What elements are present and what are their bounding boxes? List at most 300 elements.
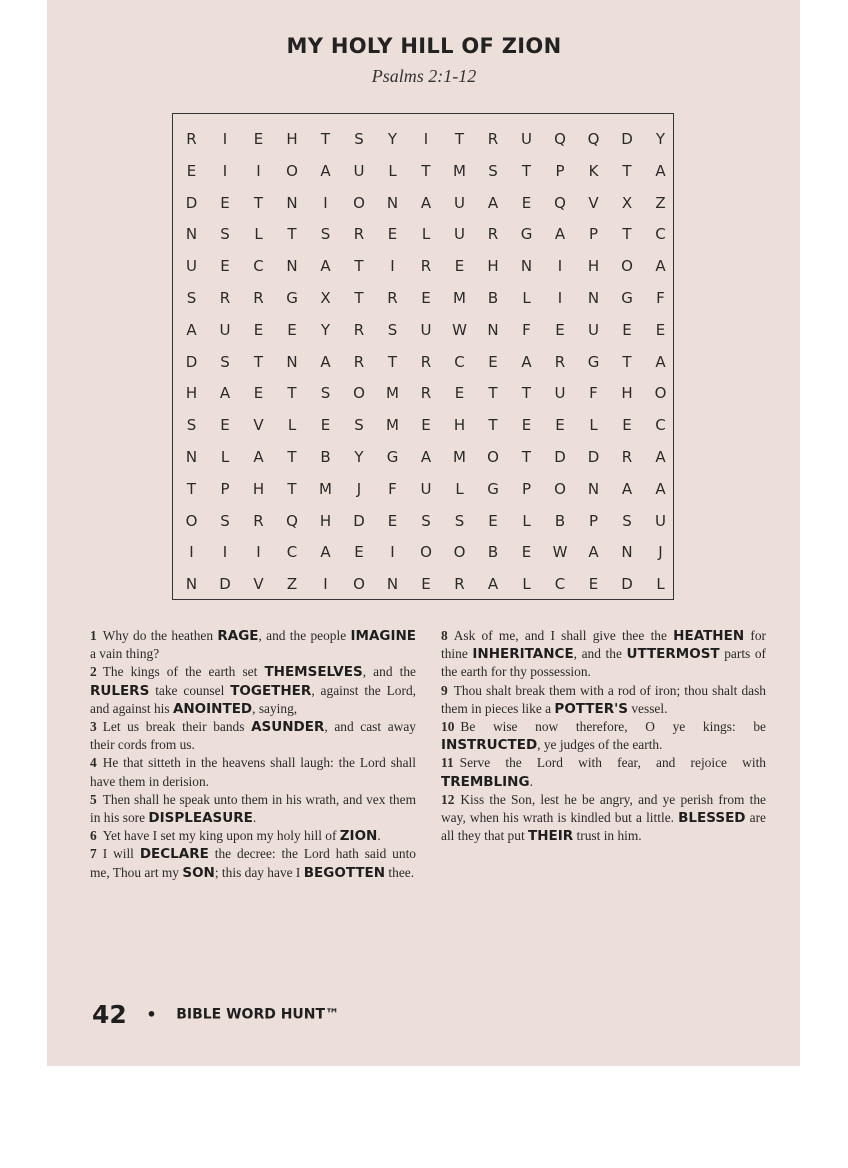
scripture-reference: Psalms 2:1-12 bbox=[371, 66, 477, 86]
grid-letter: E bbox=[488, 352, 498, 371]
verse bbox=[90, 663, 416, 718]
verse-text: , saying, bbox=[252, 700, 298, 716]
grid-letter: R bbox=[253, 289, 264, 307]
grid-row bbox=[173, 536, 673, 568]
grid-letter: E bbox=[387, 225, 398, 244]
grid-letter: W bbox=[552, 543, 568, 562]
grid-letter: T bbox=[421, 161, 431, 180]
search-word: HEATHEN bbox=[673, 628, 745, 644]
word-search-grid bbox=[172, 113, 674, 600]
verse-text: ; this day have I bbox=[214, 864, 304, 880]
grid-letter: T bbox=[354, 289, 364, 307]
grid-letter: U bbox=[186, 257, 197, 276]
grid-letter: Y bbox=[320, 320, 331, 339]
grid-letter: T bbox=[521, 384, 532, 403]
grid-letter: H bbox=[185, 384, 198, 403]
footer-bullet: • bbox=[146, 1005, 157, 1024]
grid-letter: A bbox=[320, 352, 331, 371]
grid-row bbox=[173, 505, 673, 537]
verse-text: a vain thing? bbox=[90, 646, 160, 662]
grid-letter: E bbox=[421, 289, 431, 307]
grid-letter: R bbox=[420, 257, 432, 276]
grid-letter: O bbox=[420, 543, 432, 562]
verse-number: 7 bbox=[90, 846, 97, 862]
grid-letter: Q bbox=[554, 193, 566, 212]
verse bbox=[90, 845, 416, 881]
verse-number: 12 bbox=[441, 791, 455, 807]
grid-letter: S bbox=[220, 511, 230, 530]
grid-letter: S bbox=[220, 225, 230, 244]
search-word: ASUNDER bbox=[251, 719, 325, 736]
grid-letter: E bbox=[521, 416, 532, 435]
grid-letter: N bbox=[185, 225, 198, 244]
grid-letter: I bbox=[256, 161, 261, 180]
grid-letter: C bbox=[655, 225, 666, 244]
grid-row bbox=[173, 409, 673, 441]
grid-letter: I bbox=[256, 543, 261, 562]
grid-letter: T bbox=[622, 161, 632, 180]
grid-letter: A bbox=[487, 575, 499, 594]
verse bbox=[441, 627, 766, 682]
grid-letter: L bbox=[656, 575, 665, 594]
grid-letter: I bbox=[222, 543, 228, 562]
grid-letter: P bbox=[588, 225, 599, 244]
grid-letter: H bbox=[587, 257, 600, 276]
search-word: THEIR bbox=[528, 828, 574, 845]
grid-letter: S bbox=[186, 289, 197, 307]
search-word: INSTRUCTED bbox=[441, 737, 538, 754]
grid-letter: I bbox=[557, 289, 563, 307]
grid-letter: C bbox=[253, 257, 264, 276]
grid-letter: P bbox=[555, 161, 565, 180]
grid-letter: N bbox=[621, 543, 633, 562]
grid-letter: E bbox=[555, 416, 565, 435]
verse-number: 11 bbox=[441, 755, 454, 771]
grid-letter: A bbox=[186, 320, 197, 339]
grid-letter: E bbox=[454, 257, 465, 276]
grid-row bbox=[173, 218, 673, 250]
grid-letter: U bbox=[420, 320, 432, 339]
grid-letter: V bbox=[253, 575, 264, 594]
verse-text: for thine bbox=[441, 628, 766, 662]
grid-letter: H bbox=[286, 130, 298, 148]
verse-text: Thou shalt break them with a rod of iron; thou shalt dash them in pieces like a bbox=[441, 682, 766, 716]
grid-letter: U bbox=[454, 225, 465, 244]
verse-number: 4 bbox=[90, 755, 97, 771]
grid-letter: H bbox=[453, 416, 466, 435]
grid-letter: A bbox=[655, 448, 666, 466]
grid-letter: D bbox=[219, 575, 231, 594]
verse bbox=[441, 754, 766, 790]
search-word: UTTERMOST bbox=[626, 646, 720, 663]
grid-letter: L bbox=[589, 416, 598, 435]
search-word: DECLARE bbox=[139, 846, 209, 863]
grid-letter: H bbox=[487, 257, 499, 276]
grid-row bbox=[173, 441, 673, 473]
grid-letter: A bbox=[621, 479, 633, 498]
grid-letter: O bbox=[621, 257, 633, 276]
page-number: 42 bbox=[92, 1000, 127, 1029]
grid-letter: Q bbox=[554, 130, 566, 148]
grid-letter: O bbox=[487, 448, 499, 466]
grid-letter: I bbox=[557, 257, 563, 276]
grid-letter: X bbox=[320, 289, 331, 307]
grid-letter: Z bbox=[655, 193, 666, 212]
grid-letter: M bbox=[453, 289, 466, 307]
grid-letter: I bbox=[423, 130, 429, 148]
grid-letter: C bbox=[554, 575, 566, 594]
grid-row bbox=[173, 155, 673, 187]
grid-letter: R bbox=[454, 575, 465, 594]
verse-text: Serve the Lord with fear, and rejoice with bbox=[459, 755, 766, 771]
grid-letter: A bbox=[320, 257, 331, 276]
grid-letter: D bbox=[621, 575, 633, 594]
grid-letter: E bbox=[387, 511, 398, 530]
grid-row bbox=[173, 473, 673, 505]
grid-letter: T bbox=[521, 161, 532, 180]
grid-letter: S bbox=[220, 352, 230, 371]
search-word: BLESSED bbox=[678, 810, 746, 827]
grid-letter: N bbox=[386, 575, 399, 594]
verse-number: 9 bbox=[441, 682, 448, 698]
grid-letter: T bbox=[287, 479, 297, 498]
verse-number: 3 bbox=[90, 719, 97, 735]
grid-letter: U bbox=[454, 193, 465, 212]
grid-letter: N bbox=[487, 320, 499, 339]
grid-row bbox=[173, 282, 673, 314]
grid-letter: U bbox=[554, 384, 566, 403]
grid-letter: H bbox=[319, 511, 332, 530]
grid-letter: L bbox=[522, 575, 531, 594]
grid-letter: E bbox=[622, 416, 632, 435]
verse bbox=[90, 718, 416, 754]
search-word: SON bbox=[182, 864, 215, 881]
grid-letter: U bbox=[655, 511, 666, 530]
grid-letter: W bbox=[452, 320, 467, 339]
grid-letter: R bbox=[353, 320, 365, 339]
grid-letter: L bbox=[522, 289, 531, 307]
search-word: POTTER'S bbox=[554, 700, 628, 717]
verse-text: Why do the heathen bbox=[102, 628, 218, 643]
grid-letter: F bbox=[589, 384, 598, 403]
grid-letter: G bbox=[587, 352, 600, 371]
grid-letter: T bbox=[253, 352, 264, 371]
grid-letter: A bbox=[655, 161, 666, 180]
grid-letter: T bbox=[521, 448, 532, 466]
verse-number: 2 bbox=[90, 664, 97, 680]
grid-letter: N bbox=[587, 479, 600, 498]
grid-letter: D bbox=[185, 193, 198, 212]
grid-letter: I bbox=[390, 257, 395, 276]
verse-text: the decree: the Lord hath said unto me, Thou art my bbox=[90, 846, 416, 880]
verse-text: I will bbox=[102, 846, 140, 862]
grid-row bbox=[173, 187, 673, 219]
grid-letter: A bbox=[487, 193, 499, 212]
grid-letter: R bbox=[554, 352, 566, 371]
verse-text: thee. bbox=[385, 864, 415, 880]
grid-row bbox=[173, 346, 673, 378]
grid-row bbox=[173, 568, 673, 600]
grid-letter: S bbox=[387, 320, 398, 339]
grid-letter: E bbox=[588, 575, 599, 594]
grid-letter: E bbox=[320, 416, 331, 435]
grid-letter: E bbox=[186, 161, 197, 180]
verse-text: . bbox=[252, 810, 257, 826]
grid-letter: T bbox=[320, 130, 331, 148]
grid-letter: Z bbox=[286, 575, 298, 594]
book-title: BIBLE WORD HUNT™ bbox=[176, 1006, 340, 1023]
grid-letter: R bbox=[186, 130, 197, 148]
grid-letter: M bbox=[453, 161, 466, 180]
search-word: RULERS bbox=[90, 682, 150, 699]
grid-letter: D bbox=[621, 130, 633, 148]
grid-letter: B bbox=[487, 289, 499, 307]
verse-number: 1 bbox=[90, 628, 97, 643]
verse-text: parts of the earth for thy possession. bbox=[441, 646, 766, 680]
grid-letter: R bbox=[353, 225, 365, 244]
grid-letter: R bbox=[253, 511, 264, 530]
grid-row bbox=[173, 123, 673, 155]
grid-letter: A bbox=[420, 193, 432, 212]
search-word: TOGETHER bbox=[230, 682, 312, 699]
grid-letter: I bbox=[222, 161, 228, 180]
verse-text: Kiss the Son, lest he be angry, and ye perish from the way, when his wrath is kindled but a little. bbox=[441, 791, 766, 826]
page-footer bbox=[92, 1000, 339, 1029]
grid-letter: L bbox=[287, 416, 297, 435]
grid-letter: U bbox=[588, 320, 599, 339]
grid-letter: M bbox=[386, 384, 399, 403]
verse-text: He that sitteth in the heavens shall laugh: the Lord shall have them in derision. bbox=[90, 755, 416, 789]
grid-letter: T bbox=[622, 225, 632, 244]
grid-letter: P bbox=[220, 479, 230, 498]
grid-letter: C bbox=[286, 543, 298, 562]
grid-letter: G bbox=[621, 289, 633, 307]
verse-text: . bbox=[529, 773, 533, 789]
grid-letter: T bbox=[287, 384, 297, 403]
grid-letter: S bbox=[186, 416, 197, 435]
grid-letter: U bbox=[420, 479, 432, 498]
verse-text: The kings of the earth set bbox=[102, 664, 265, 680]
grid-letter: Y bbox=[387, 130, 398, 148]
grid-letter: L bbox=[388, 161, 397, 180]
grid-letter: S bbox=[354, 130, 364, 148]
verse-number: 10 bbox=[441, 719, 455, 735]
verse bbox=[441, 682, 766, 718]
grid-letter: O bbox=[353, 384, 365, 403]
grid-letter: E bbox=[253, 130, 264, 148]
grid-letter: S bbox=[320, 384, 331, 403]
search-word: TREMBLING bbox=[441, 773, 530, 790]
grid-letter: E bbox=[220, 257, 230, 276]
verse bbox=[441, 791, 766, 846]
grid-letter: O bbox=[554, 479, 566, 498]
grid-letter: T bbox=[354, 257, 364, 276]
verse-text: Be wise now therefore, O ye kings: be bbox=[460, 719, 766, 735]
grid-letter: V bbox=[253, 416, 264, 435]
grid-letter: I bbox=[222, 130, 228, 148]
verse-text: Then shall he speak unto them in his wrath, and vex them in his sore bbox=[90, 791, 416, 826]
verse-text: , and the people bbox=[258, 628, 351, 643]
grid-letter: A bbox=[588, 543, 599, 562]
grid-letter: M bbox=[453, 448, 466, 466]
verse-text: trust in him. bbox=[573, 828, 642, 844]
grid-letter: T bbox=[622, 352, 632, 371]
grid-letter: S bbox=[320, 225, 331, 244]
grid-letter: A bbox=[655, 352, 666, 371]
search-word: RAGE bbox=[217, 628, 259, 644]
grid-letter: F bbox=[522, 320, 531, 339]
grid-letter: O bbox=[654, 384, 667, 403]
grid-letter: S bbox=[454, 511, 465, 530]
grid-letter: T bbox=[488, 416, 498, 435]
grid-letter: S bbox=[354, 416, 364, 435]
search-word: DISPLEASURE bbox=[148, 810, 253, 827]
grid-letter: I bbox=[189, 543, 194, 562]
grid-letter: T bbox=[186, 479, 197, 498]
grid-letter: R bbox=[387, 289, 398, 307]
grid-letter: D bbox=[185, 352, 198, 371]
search-word: ANOINTED bbox=[172, 700, 253, 717]
grid-letter: R bbox=[420, 352, 432, 371]
grid-letter: E bbox=[421, 575, 431, 594]
grid-row bbox=[173, 314, 673, 346]
grid-letter: M bbox=[319, 479, 332, 498]
verse-text: , and the bbox=[573, 646, 627, 662]
grid-letter: O bbox=[185, 511, 198, 530]
grid-letter: R bbox=[420, 384, 432, 403]
grid-letter: E bbox=[220, 193, 230, 212]
grid-letter: F bbox=[388, 479, 397, 498]
verse-text: are all they that put bbox=[441, 810, 766, 844]
grid-letter: R bbox=[487, 130, 499, 148]
grid-letter: O bbox=[353, 193, 365, 212]
grid-letter: E bbox=[253, 320, 264, 339]
grid-letter: D bbox=[554, 448, 566, 466]
grid-letter: R bbox=[353, 352, 365, 371]
grid-letter: N bbox=[286, 257, 298, 276]
grid-letter: U bbox=[521, 130, 532, 148]
search-word: THEMSELVES bbox=[264, 664, 363, 681]
grid-letter: O bbox=[286, 161, 298, 180]
grid-letter: E bbox=[521, 543, 532, 562]
grid-letter: E bbox=[488, 511, 498, 530]
grid-letter: E bbox=[622, 320, 632, 339]
grid-letter: D bbox=[587, 448, 600, 466]
verse bbox=[441, 718, 766, 754]
grid-letter: A bbox=[554, 225, 566, 244]
verse-text: , against the Lord, and against his bbox=[90, 682, 416, 716]
grid-letter: H bbox=[621, 384, 633, 403]
verse-number: 6 bbox=[90, 828, 97, 844]
grid-letter: N bbox=[185, 448, 198, 466]
grid-letter: J bbox=[658, 543, 663, 562]
grid-letter: A bbox=[655, 479, 666, 498]
grid-letter: L bbox=[455, 479, 464, 498]
grid-letter: A bbox=[655, 257, 666, 276]
grid-letter: G bbox=[286, 289, 298, 307]
grid-letter: Y bbox=[354, 448, 364, 466]
grid-letter: N bbox=[520, 257, 533, 276]
search-word: BEGOTTEN bbox=[303, 864, 386, 881]
search-word: INHERITANCE bbox=[472, 646, 574, 663]
grid-letter: U bbox=[353, 161, 365, 180]
grid-letter: R bbox=[621, 448, 633, 466]
grid-letter: A bbox=[320, 543, 331, 562]
grid-letter: T bbox=[287, 225, 297, 244]
grid-letter: N bbox=[286, 193, 298, 212]
verse bbox=[90, 827, 416, 845]
puzzle-title: MY HOLY HILL OF ZION bbox=[286, 34, 562, 58]
grid-letter: E bbox=[220, 416, 230, 435]
grid-letter: O bbox=[453, 543, 466, 562]
grid-letter: G bbox=[520, 225, 533, 244]
grid-letter: T bbox=[287, 448, 297, 466]
grid-letter: Q bbox=[587, 130, 600, 148]
grid-letter: S bbox=[488, 161, 498, 180]
grid-letter: H bbox=[252, 479, 265, 498]
grid-letter: F bbox=[656, 289, 665, 307]
grid-letter: A bbox=[521, 352, 532, 371]
grid-letter: G bbox=[386, 448, 399, 466]
grid-letter: E bbox=[454, 384, 465, 403]
grid-letter: X bbox=[621, 193, 633, 212]
verse-text: Yet have I set my king upon my holy hill of bbox=[102, 828, 340, 844]
grid-letter: L bbox=[421, 225, 431, 244]
grid-letter: E bbox=[421, 416, 431, 435]
grid-letter: E bbox=[555, 320, 565, 339]
search-word: IMAGINE bbox=[350, 628, 417, 644]
grid-letter: E bbox=[655, 320, 666, 339]
verse-number: 5 bbox=[90, 791, 97, 807]
grid-letter: A bbox=[420, 448, 432, 466]
verse-text: take counsel bbox=[149, 682, 231, 698]
verse bbox=[90, 627, 416, 663]
grid-letter: L bbox=[220, 448, 230, 466]
verses-left-column bbox=[90, 627, 416, 882]
grid-letter: L bbox=[254, 225, 263, 244]
grid-letter: R bbox=[219, 289, 231, 307]
grid-letter: I bbox=[323, 575, 328, 594]
grid-letter: A bbox=[219, 384, 231, 403]
grid-letter: N bbox=[286, 352, 298, 371]
grid-letter: T bbox=[387, 352, 398, 371]
grid-letter: I bbox=[390, 543, 395, 562]
grid-letter: A bbox=[253, 448, 264, 466]
verse-text: . bbox=[377, 828, 381, 844]
grid-letter: N bbox=[185, 575, 198, 594]
grid-letter: A bbox=[320, 161, 331, 180]
grid-letter: N bbox=[386, 193, 399, 212]
grid-letter: T bbox=[488, 384, 498, 403]
grid-letter: O bbox=[353, 575, 365, 594]
grid-row bbox=[173, 377, 673, 409]
grid-letter: I bbox=[323, 193, 328, 212]
verse-text: Let us break their bands bbox=[102, 719, 252, 735]
grid-letter: B bbox=[554, 511, 566, 530]
grid-letter: E bbox=[287, 320, 297, 339]
grid-letter: B bbox=[487, 543, 499, 562]
verse-text: Ask of me, and I shall give thee the bbox=[453, 628, 674, 643]
verse-text: , ye judges of the earth. bbox=[537, 737, 663, 753]
verse-number: 8 bbox=[441, 628, 448, 643]
grid-letter: L bbox=[522, 511, 531, 530]
grid-letter: T bbox=[454, 130, 465, 148]
grid-letter: D bbox=[353, 511, 365, 530]
grid-letter: K bbox=[588, 161, 599, 180]
grid-letter: T bbox=[253, 193, 264, 212]
grid-letter: V bbox=[588, 193, 599, 212]
grid-letter: M bbox=[386, 416, 399, 435]
